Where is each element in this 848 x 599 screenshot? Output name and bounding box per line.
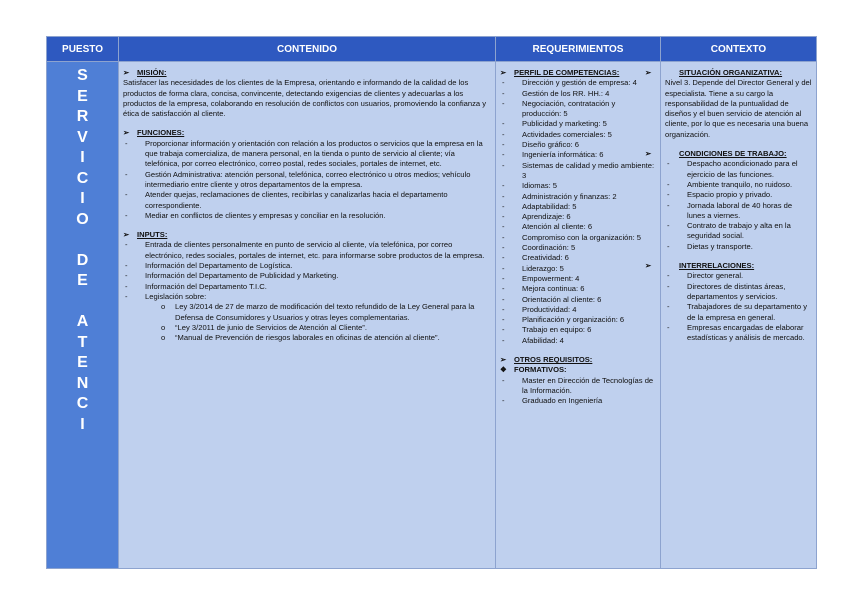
list-item: - Dirección y gestión de empresa: 4 — [500, 78, 656, 88]
list-item: o Ley 3/2014 de 27 de marzo de modificación del texto refundido de la Ley General para la Defensa de Consumidores y Usuarios y otras leyes complementarias. — [163, 302, 491, 323]
list-item: - Compromiso con la organización: 5 — [500, 233, 656, 243]
funciones-section — [123, 128, 491, 221]
list-item: - Administración y finanzas: 2 — [500, 192, 656, 202]
list-item: - Adaptabilidad: 5 — [500, 202, 656, 212]
list-item: - Empresas encargadas de elaborar estadísticas y análisis de mercado. — [665, 323, 812, 344]
diamond-bullet-icon: ❖ — [500, 365, 507, 375]
header-contenido: CONTENIDO — [119, 37, 496, 62]
puesto-letter: E — [77, 272, 88, 289]
otros-title: OTROS REQUISITOS: — [514, 355, 593, 365]
body-row — [47, 62, 817, 569]
puesto-letter: V — [77, 128, 88, 146]
header-requerimientos: REQUERIMIENTOS — [496, 37, 661, 62]
list-item: - Trabajo en equipo: 6 — [500, 325, 656, 335]
condiciones-list — [665, 159, 812, 252]
list-item: - Gestión de los RR. HH.: 4 — [500, 89, 656, 99]
job-description-table — [46, 36, 817, 569]
puesto-letter: I — [80, 190, 85, 207]
arrow-bullet-icon: ➢ — [123, 68, 130, 77]
condiciones-title: CONDICIONES DE TRABAJO: — [679, 149, 787, 159]
list-item: o “Manual de Prevención de riesgos laborales en oficinas de atención al cliente”. — [163, 333, 491, 343]
mision-title: MISIÓN: — [137, 68, 167, 77]
contenido-cell — [119, 62, 496, 569]
list-item: - Proporcionar información y orientación con relación a los productos o servicios que la empresa en la que trabaja comercializa, de manera personal, en la tienda o punto de servicio al cliente; vía telefónica, por correo electrónico, correo postal, redes sociales, portales de internet, etc. — [123, 139, 491, 170]
puesto-letter: E — [77, 87, 88, 105]
puesto-letter: N — [76, 374, 89, 392]
list-item: - Graduado en Ingeniería — [500, 396, 656, 406]
list-item: - Productividad: 4 — [500, 305, 656, 315]
list-item: - Información del Departamento T.I.C. — [123, 282, 491, 292]
arrow-bullet-icon: ➢ — [645, 149, 652, 159]
list-item: - Negociación, contratación y producción: 5 — [500, 99, 656, 120]
list-item: - Idiomas: 5 — [500, 181, 656, 191]
list-item: - Planificación y organización: 6 — [500, 315, 656, 325]
list-item: - Actividades comerciales: 5 — [500, 130, 656, 140]
puesto-letter: A — [76, 313, 89, 330]
inputs-list — [123, 240, 491, 302]
mision-section — [123, 68, 491, 119]
arrow-bullet-icon: ➢ — [645, 68, 652, 77]
list-item: - Diseño gráfico: 6 — [500, 140, 656, 150]
puesto-letter: I — [80, 415, 85, 433]
header-puesto: PUESTO — [47, 37, 119, 62]
list-item: - Legislación sobre: — [123, 292, 491, 302]
puesto-letter: C — [76, 395, 89, 412]
list-item: - Atención al cliente: 6 — [500, 222, 656, 232]
list-item: - Director general. — [665, 271, 812, 281]
list-item: o “Ley 3/2011 de junio de Servicios de Atención al Cliente”. — [163, 323, 491, 333]
arrow-bullet-icon: ➢ — [123, 128, 130, 138]
puesto-letter: T — [77, 333, 88, 351]
list-item: - Empowerment: 4 — [500, 274, 656, 284]
puesto-vertical-text — [47, 62, 118, 435]
list-item: - Mejora continua: 6 — [500, 284, 656, 294]
list-item: - Información del Departamento de Logística. — [123, 261, 491, 271]
list-item: - Ambiente tranquilo, no ruidoso. — [665, 180, 812, 190]
list-item: - Coordinación: 5 — [500, 243, 656, 253]
list-item: - Creatividad: 6 — [500, 253, 656, 263]
list-item: - Directores de distintas áreas, departamentos y servicios. — [665, 282, 812, 303]
list-item: - Jornada laboral de 40 horas de lunes a viernes. — [665, 201, 812, 222]
inputs-title: INPUTS: — [137, 230, 168, 240]
arrow-bullet-icon: ➢ — [645, 261, 652, 271]
list-item: - Publicidad y marketing: 5 — [500, 119, 656, 129]
funciones-title: FUNCIONES: — [137, 128, 185, 138]
list-item: - Afabilidad: 4 — [500, 336, 656, 346]
list-item: - Espacio propio y privado. — [665, 190, 812, 200]
header-row — [47, 37, 817, 62]
list-item: - Sistemas de calidad y medio ambiente: 3 — [500, 161, 656, 182]
perfil-title: PERFIL DE COMPETENCIAS: — [514, 68, 620, 77]
formativos-title: FORMATIVOS: — [514, 365, 567, 375]
contexto-cell — [645, 62, 817, 569]
list-item: - Información del Departamento de Publicidad y Marketing. — [123, 271, 491, 281]
legislacion-list — [123, 302, 491, 343]
formativos-list — [500, 376, 656, 407]
perfil-list — [500, 78, 656, 346]
mision-text: Satisfacer las necesidades de los clientes de la Empresa, orientando e informando de la calidad de los productos de forma clara, concisa, convincente, detectando exigencias de clientes y adecuarlas a los productos de la empresa, colaborando en resolución de conflictos con usuarios, promoviendo la confianza y ética de satisfacción al cliente. — [123, 78, 487, 119]
list-item: - Entrada de clientes personalmente en punto de servicio al cliente, vía telefónica, por correo electrónico, redes sociales, portales de internet, etc. para informarse sobre productos de la empresa. — [123, 240, 491, 261]
interrelaciones-list — [665, 271, 812, 343]
list-item: - Contrato de trabajo y alta en la seguridad social. — [665, 221, 812, 242]
puesto-letter: I — [80, 149, 85, 166]
arrow-bullet-icon: ➢ — [500, 68, 507, 77]
funciones-list — [123, 139, 491, 221]
list-item: - Dietas y transporte. — [665, 242, 812, 252]
list-item: - Liderazgo: 5 — [500, 264, 656, 274]
list-item: - Mediar en conflictos de clientes y empresas y conciliar en la resolución. — [123, 211, 491, 221]
puesto-letter: E — [77, 354, 88, 371]
list-item: - Master en Dirección de Tecnologías de la Información. — [500, 376, 656, 397]
puesto-letter: C — [76, 169, 89, 187]
puesto-letter: D — [76, 251, 89, 269]
list-item: - Aprendizaje: 6 — [500, 212, 656, 222]
requerimientos-cell — [496, 62, 661, 569]
header-contexto: CONTEXTO — [661, 37, 817, 62]
puesto-letter: O — [76, 210, 89, 228]
list-item: - Atender quejas, reclamaciones de clientes, recibirlas y canalizarlas hacia el departamento correspondiente. — [123, 190, 491, 211]
list-item: - Despacho acondicionado para el ejercicio de las funciones. — [665, 159, 812, 180]
situacion-text: Nivel 3. Depende del Director General y del especialista. Tiene a su cargo la responsabilidad de la puntualidad de diseños y el buen servicio de atención al cliente, por lo que es necesaria una buena organización. — [665, 78, 812, 139]
inputs-section — [123, 230, 491, 343]
puesto-cell — [47, 62, 119, 569]
list-item: - Ingeniería informática: 6 — [500, 150, 656, 160]
arrow-bullet-icon: ➢ — [123, 230, 130, 240]
situacion-title: SITUACIÓN ORGANIZATIVA: — [679, 68, 783, 77]
list-item: - Orientación al cliente: 6 — [500, 295, 656, 305]
list-item: - Trabajadores de su departamento y de la empresa en general. — [665, 302, 812, 323]
puesto-letter: S — [77, 67, 88, 84]
arrow-bullet-icon: ➢ — [500, 355, 507, 365]
interrelaciones-title: INTERRELACIONES: — [679, 261, 755, 271]
puesto-letter: R — [76, 108, 89, 125]
list-item: - Gestión Administrativa: atención personal, telefónica, correo electrónico u otros medios; vehículo intermediario entre cliente y otros departamentos de la empresa. — [123, 170, 491, 191]
